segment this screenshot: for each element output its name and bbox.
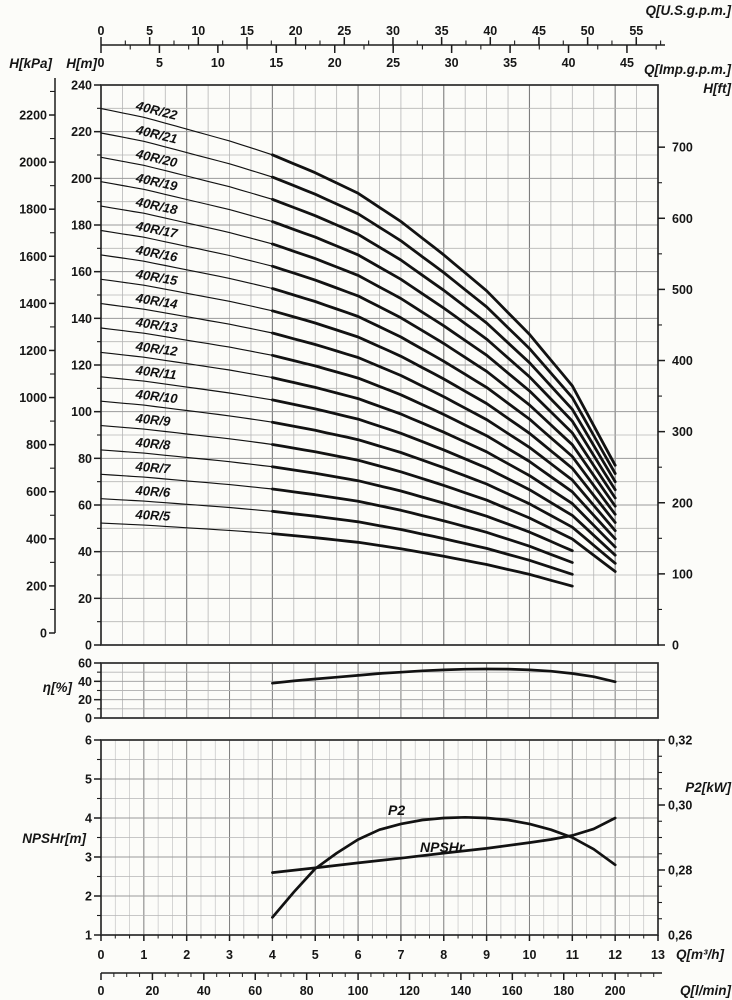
us-gpm-tick-label: 50 bbox=[580, 24, 595, 38]
us-gpm-tick-label: 40 bbox=[483, 24, 498, 38]
m3h-tick-label: 6 bbox=[354, 948, 362, 962]
npshr-curve-label: NPSHr bbox=[420, 839, 465, 855]
pump-curve-label: 40R/6 bbox=[135, 482, 171, 501]
pump-curve-label: 40R/9 bbox=[134, 410, 172, 430]
lmin-tick-label: 160 bbox=[501, 984, 523, 998]
h-ft-tick-label: 500 bbox=[672, 282, 693, 297]
eta-axis-title: η[%] bbox=[42, 680, 72, 695]
us-gpm-tick-label: 0 bbox=[97, 24, 105, 38]
m3h-tick-label: 0 bbox=[97, 948, 105, 962]
m3h-tick-label: 1 bbox=[140, 948, 148, 962]
lmin-tick-label: 120 bbox=[399, 984, 420, 998]
pump-curve-label: 40R/10 bbox=[134, 386, 179, 407]
h-m-tick-label: 0 bbox=[85, 638, 92, 653]
npshr-tick-label: 4 bbox=[85, 811, 92, 826]
m3h-tick-label: 13 bbox=[651, 948, 665, 962]
h-m-tick-label: 60 bbox=[78, 498, 92, 513]
pump-curve-label: 40R/17 bbox=[134, 218, 179, 242]
us-gpm-tick-label: 15 bbox=[240, 24, 254, 38]
pump-curve-label: 40R/5 bbox=[135, 506, 171, 524]
top-flow-axis bbox=[9, 3, 731, 77]
pump-curve-label: 40R/18 bbox=[134, 194, 179, 218]
m3h-tick-label: 11 bbox=[565, 948, 579, 962]
h-ft-tick-label: 200 bbox=[672, 496, 693, 511]
lmin-tick-label: 140 bbox=[450, 984, 472, 998]
imp-gpm-tick-label: 25 bbox=[386, 56, 401, 70]
kpa-tick-label: 400 bbox=[26, 532, 47, 547]
us-gpm-tick-label: 30 bbox=[386, 24, 400, 38]
h-ft-tick-label: 100 bbox=[672, 567, 693, 582]
pump-curve-label: 40R/15 bbox=[134, 266, 179, 289]
npshr-tick-label: 3 bbox=[85, 850, 92, 865]
pump-curve-label: 40R/11 bbox=[134, 362, 178, 383]
h-m-tick-label: 80 bbox=[78, 451, 92, 466]
eta-tick-label: 20 bbox=[78, 693, 92, 708]
m3h-tick-label: 12 bbox=[608, 948, 623, 962]
lmin-tick-label: 20 bbox=[145, 984, 160, 998]
kpa-tick-label: 800 bbox=[26, 438, 47, 453]
imp-gpm-tick-label: 20 bbox=[327, 56, 342, 70]
m3h-tick-label: 9 bbox=[483, 948, 491, 962]
pump-curve-label: 40R/12 bbox=[134, 338, 179, 360]
h-m-tick-label: 140 bbox=[71, 311, 92, 326]
us-gpm-tick-label: 45 bbox=[532, 24, 546, 38]
h-m-tick-label: 20 bbox=[78, 591, 92, 606]
h-ft-tick-label: 400 bbox=[672, 354, 693, 369]
h-m-tick-label: 240 bbox=[71, 78, 92, 93]
main-head-chart bbox=[19, 78, 731, 653]
imp-gpm-tick-label: 30 bbox=[444, 56, 459, 70]
h-m-tick-label: 40 bbox=[78, 545, 92, 560]
lmin-tick-label: 80 bbox=[299, 984, 314, 998]
kpa-tick-label: 2000 bbox=[19, 155, 47, 170]
pump-curve-label: 40R/8 bbox=[134, 434, 171, 453]
us-gpm-tick-label: 35 bbox=[434, 24, 449, 38]
imp-gpm-tick-label: 0 bbox=[97, 56, 105, 70]
eta-tick-label: 60 bbox=[78, 656, 92, 671]
h-kpa-axis bbox=[19, 78, 55, 641]
lmin-tick-label: 40 bbox=[196, 984, 211, 998]
h-m-tick-label: 160 bbox=[71, 265, 92, 280]
h-ft-tick-label: 0 bbox=[672, 638, 679, 653]
kpa-tick-label: 200 bbox=[26, 579, 47, 594]
lmin-tick-label: 60 bbox=[248, 984, 263, 998]
npshr-power-chart bbox=[22, 734, 731, 943]
p2-tick-label: 0,32 bbox=[668, 733, 693, 748]
npshr-tick-label: 5 bbox=[85, 772, 92, 787]
us-gpm-tick-label: 10 bbox=[191, 24, 206, 38]
imp-gpm-tick-label: 10 bbox=[210, 56, 225, 70]
h-m-tick-label: 120 bbox=[71, 358, 92, 373]
p2-tick-label: 0,28 bbox=[668, 863, 693, 878]
npshr-axis-title: NPSHr[m] bbox=[22, 831, 86, 846]
lmin-tick-label: 100 bbox=[347, 984, 369, 998]
h-m-tick-label: 220 bbox=[71, 125, 92, 140]
kpa-tick-label: 0 bbox=[40, 626, 47, 641]
p2-tick-label: 0,26 bbox=[668, 928, 693, 943]
imp-gpm-axis-title: Q[Imp.g.p.m.] bbox=[644, 62, 731, 77]
h-ft-axis-title: H[ft] bbox=[703, 81, 731, 96]
us-gpm-tick-label: 55 bbox=[629, 24, 644, 38]
kpa-tick-label: 600 bbox=[26, 485, 47, 500]
h-m-axis bbox=[71, 79, 101, 653]
imp-gpm-tick-label: 40 bbox=[561, 56, 576, 70]
npshr-tick-label: 6 bbox=[85, 733, 92, 748]
h-ft-tick-label: 700 bbox=[672, 140, 693, 155]
eta-tick-label: 0 bbox=[85, 711, 92, 726]
lmin-tick-label: 0 bbox=[97, 984, 105, 998]
m3h-tick-label: 7 bbox=[397, 948, 405, 962]
npshr-tick-label: 2 bbox=[85, 889, 92, 904]
h-m-tick-label: 100 bbox=[71, 405, 92, 420]
imp-gpm-tick-label: 45 bbox=[620, 56, 634, 70]
npshr-tick-label: 1 bbox=[85, 928, 92, 943]
pump-curve-label: 40R/22 bbox=[134, 97, 179, 123]
us-gpm-tick-label: 20 bbox=[288, 24, 303, 38]
h-ft-axis bbox=[658, 81, 732, 653]
kpa-tick-label: 1200 bbox=[19, 343, 47, 358]
lmin-axis-title: Q[l/min] bbox=[680, 983, 731, 998]
lmin-tick-label: 200 bbox=[604, 984, 626, 998]
p2-axis-title: P2[kW] bbox=[685, 780, 731, 795]
kpa-tick-label: 2200 bbox=[19, 108, 47, 123]
efficiency-chart bbox=[43, 656, 658, 725]
h-m-tick-label: 180 bbox=[71, 218, 92, 233]
pump-curve-label: 40R/19 bbox=[134, 170, 179, 194]
m3h-tick-label: 3 bbox=[226, 948, 234, 962]
kpa-tick-label: 1800 bbox=[19, 202, 47, 217]
kpa-axis-title: H[kPa] bbox=[9, 56, 52, 71]
m3h-tick-label: 8 bbox=[440, 948, 448, 962]
p2-curve-label: P2 bbox=[388, 802, 406, 818]
m3h-tick-label: 10 bbox=[522, 948, 537, 962]
kpa-tick-label: 1000 bbox=[19, 391, 47, 406]
p2-tick-label: 0,30 bbox=[668, 798, 693, 813]
kpa-tick-label: 1600 bbox=[19, 249, 47, 264]
m3h-tick-label: 2 bbox=[183, 948, 191, 962]
m3h-tick-label: 5 bbox=[311, 948, 319, 962]
pump-curve-label: 40R/13 bbox=[134, 314, 179, 336]
pump-curve-label: 40R/16 bbox=[134, 242, 179, 265]
pump-curve-label: 40R/14 bbox=[134, 290, 179, 312]
lmin-tick-label: 180 bbox=[553, 984, 575, 998]
pump-curve-label: 40R/20 bbox=[134, 145, 179, 171]
eta-tick-label: 40 bbox=[78, 674, 92, 689]
imp-gpm-tick-label: 15 bbox=[269, 56, 284, 70]
h-ft-tick-label: 300 bbox=[672, 425, 693, 440]
m3h-axis-title: Q[m³/h] bbox=[676, 947, 724, 962]
h-m-tick-label: 200 bbox=[71, 171, 92, 186]
us-gpm-axis-title: Q[U.S.g.p.m.] bbox=[645, 3, 731, 18]
pump-curve-label: 40R/21 bbox=[134, 121, 179, 147]
pump-curve-label: 40R/7 bbox=[135, 458, 171, 477]
kpa-tick-label: 1400 bbox=[19, 296, 47, 311]
bottom-flow-axes bbox=[98, 935, 732, 998]
m3h-tick-label: 4 bbox=[268, 948, 276, 962]
us-gpm-tick-label: 25 bbox=[337, 24, 352, 38]
imp-gpm-tick-label: 35 bbox=[503, 56, 518, 70]
m-axis-title: H[m] bbox=[66, 56, 97, 71]
imp-gpm-tick-label: 5 bbox=[155, 56, 163, 70]
us-gpm-tick-label: 5 bbox=[146, 24, 154, 38]
h-ft-tick-label: 600 bbox=[672, 211, 693, 226]
